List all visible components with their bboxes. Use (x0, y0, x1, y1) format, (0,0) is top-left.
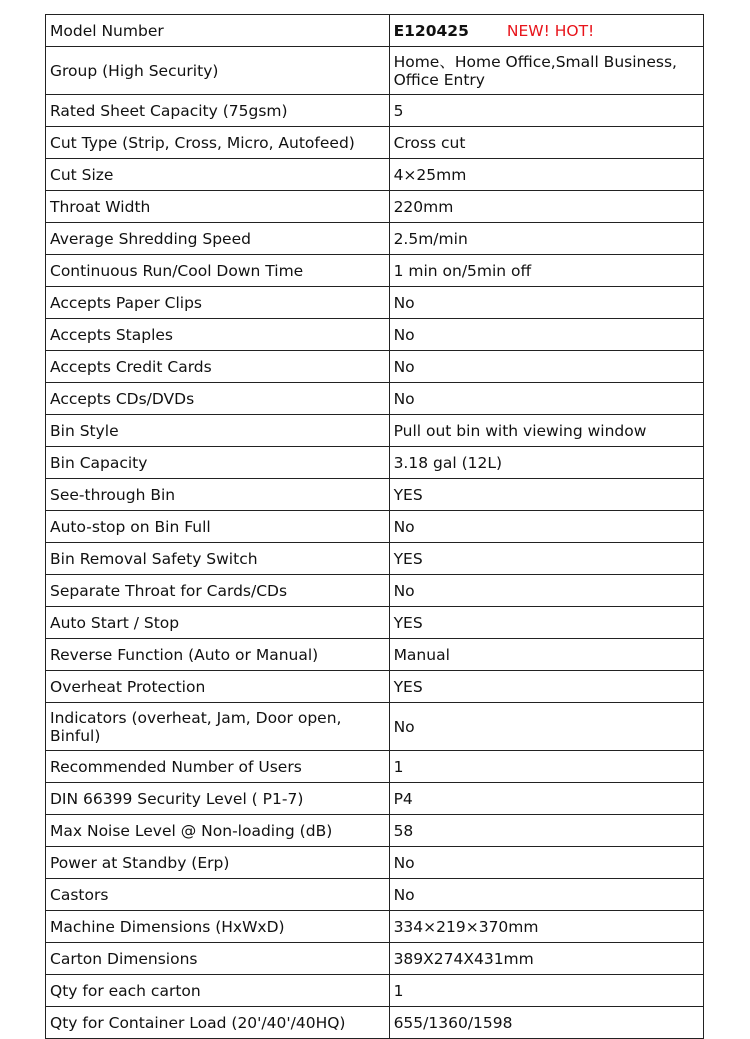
row-value: No (389, 847, 703, 879)
table-row (46, 815, 704, 847)
row-label: Auto Start / Stop (46, 607, 390, 639)
row-value: 58 (389, 815, 703, 847)
row-value: 655/1360/1598 (389, 1007, 703, 1039)
row-label: Group (High Security) (46, 47, 390, 95)
table-row (46, 479, 704, 511)
table-row (46, 47, 704, 95)
row-value: Cross cut (389, 127, 703, 159)
row-value: Manual (389, 639, 703, 671)
row-label: DIN 66399 Security Level ( P1-7) (46, 783, 390, 815)
row-label: Throat Width (46, 191, 390, 223)
row-value: YES (389, 479, 703, 511)
table-row-model (46, 15, 704, 47)
table-row (46, 159, 704, 191)
row-label: Qty for each carton (46, 975, 390, 1007)
row-value: 5 (389, 95, 703, 127)
row-label: Overheat Protection (46, 671, 390, 703)
table-row (46, 879, 704, 911)
model-number: E120425 (393, 21, 469, 40)
row-label: Bin Style (46, 415, 390, 447)
row-value: No (389, 879, 703, 911)
spec-table (45, 14, 704, 1039)
row-value: P4 (389, 783, 703, 815)
row-label: Separate Throat for Cards/CDs (46, 575, 390, 607)
table-row (46, 911, 704, 943)
row-value: No (389, 351, 703, 383)
row-value: 220mm (389, 191, 703, 223)
row-label: Machine Dimensions (HxWxD) (46, 911, 390, 943)
row-value: YES (389, 607, 703, 639)
row-value: No (389, 319, 703, 351)
table-row (46, 671, 704, 703)
table-row (46, 415, 704, 447)
row-label: Cut Size (46, 159, 390, 191)
table-row (46, 575, 704, 607)
row-value: No (389, 575, 703, 607)
row-label: Rated Sheet Capacity (75gsm) (46, 95, 390, 127)
row-value: 1 (389, 975, 703, 1007)
row-label: Continuous Run/Cool Down Time (46, 255, 390, 287)
row-label: Qty for Container Load (20'/40'/40HQ) (46, 1007, 390, 1039)
row-value: 2.5m/min (389, 223, 703, 255)
table-row (46, 751, 704, 783)
table-row (46, 383, 704, 415)
row-label: Power at Standby (Erp) (46, 847, 390, 879)
table-row (46, 319, 704, 351)
table-row (46, 511, 704, 543)
row-label: Recommended Number of Users (46, 751, 390, 783)
row-label: Max Noise Level @ Non-loading (dB) (46, 815, 390, 847)
table-row (46, 255, 704, 287)
table-row (46, 223, 704, 255)
row-label: Average Shredding Speed (46, 223, 390, 255)
row-value: Pull out bin with viewing window (389, 415, 703, 447)
row-label: Indicators (overheat, Jam, Door open, Binful) (46, 703, 390, 751)
table-row (46, 351, 704, 383)
row-label: Bin Removal Safety Switch (46, 543, 390, 575)
row-value (389, 15, 703, 47)
row-label: Reverse Function (Auto or Manual) (46, 639, 390, 671)
table-row (46, 447, 704, 479)
table-row (46, 287, 704, 319)
table-row (46, 703, 704, 751)
row-value: No (389, 511, 703, 543)
new-hot-badge: NEW! HOT! (506, 21, 595, 40)
row-value: 1 (389, 751, 703, 783)
row-value: No (389, 383, 703, 415)
row-label: Accepts Staples (46, 319, 390, 351)
row-value: No (389, 287, 703, 319)
table-row (46, 1007, 704, 1039)
row-label: Carton Dimensions (46, 943, 390, 975)
row-label: Accepts CDs/DVDs (46, 383, 390, 415)
table-row (46, 639, 704, 671)
table-row (46, 127, 704, 159)
table-row (46, 191, 704, 223)
row-label: Auto-stop on Bin Full (46, 511, 390, 543)
row-label: See-through Bin (46, 479, 390, 511)
table-row (46, 607, 704, 639)
row-value: 4×25mm (389, 159, 703, 191)
row-value: Home、Home Office,Small Business, Office Entry (389, 47, 703, 95)
row-value: 3.18 gal (12L) (389, 447, 703, 479)
table-row (46, 783, 704, 815)
row-value: 334×219×370mm (389, 911, 703, 943)
row-value: 1 min on/5min off (389, 255, 703, 287)
row-label: Cut Type (Strip, Cross, Micro, Autofeed) (46, 127, 390, 159)
row-value: 389X274X431mm (389, 943, 703, 975)
table-row (46, 975, 704, 1007)
row-value: YES (389, 671, 703, 703)
row-value: No (389, 703, 703, 751)
row-label: Castors (46, 879, 390, 911)
table-row (46, 943, 704, 975)
row-value: YES (389, 543, 703, 575)
table-row (46, 95, 704, 127)
row-label: Bin Capacity (46, 447, 390, 479)
table-row (46, 543, 704, 575)
table-row (46, 847, 704, 879)
row-label: Accepts Credit Cards (46, 351, 390, 383)
row-label: Model Number (46, 15, 390, 47)
row-label: Accepts Paper Clips (46, 287, 390, 319)
